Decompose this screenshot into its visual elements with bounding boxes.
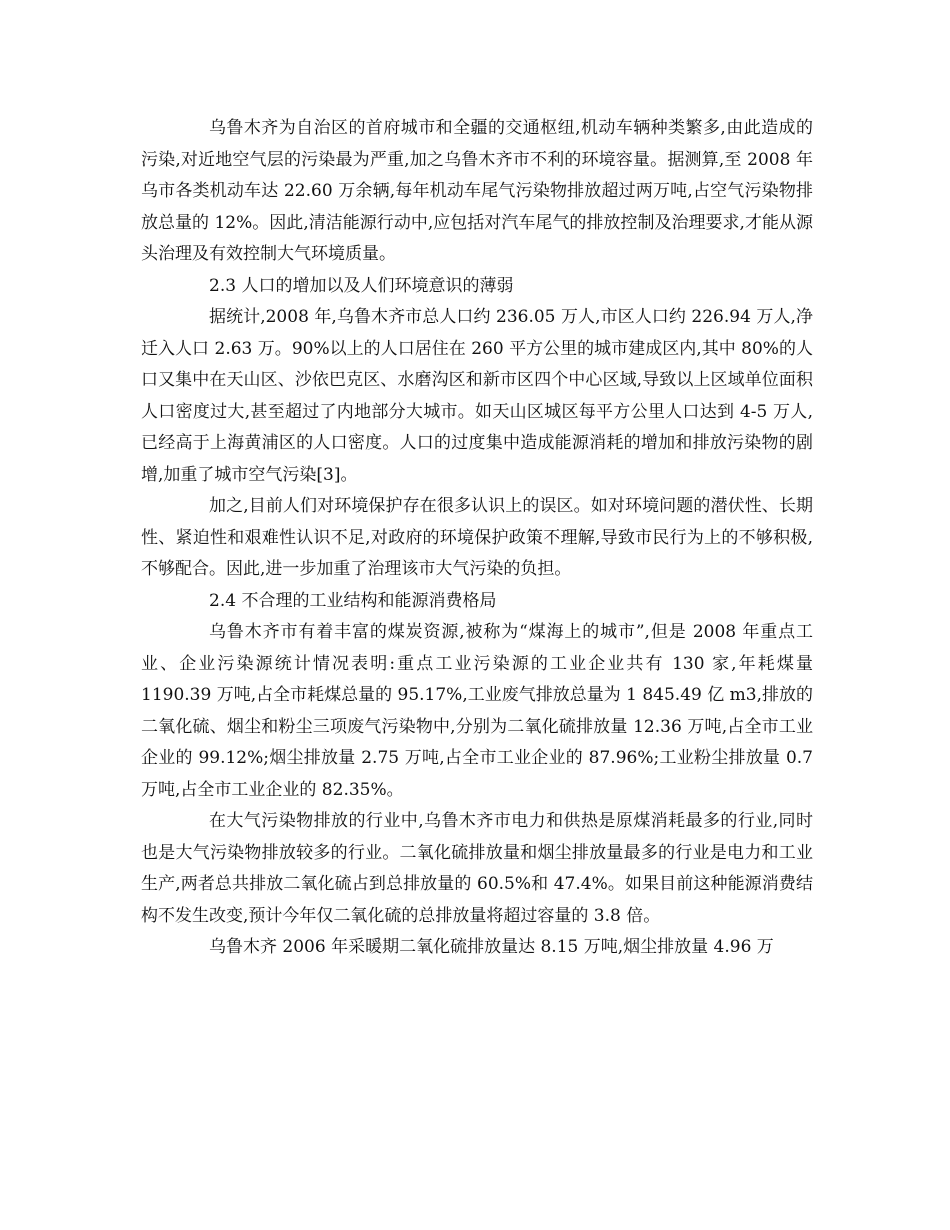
section-heading-2-4: 2.4 不合理的工业结构和能源消费格局	[209, 590, 497, 611]
document-page	[141, 113, 813, 964]
paragraph-heating-season: 乌鲁木齐 2006 年采暖期二氧化硫排放量达 8.15 万吨,烟尘排放量 4.96 万	[209, 937, 774, 957]
paragraph-industry-emissions: 在大气污染物排放的行业中,乌鲁木齐市电力和供热是原煤消耗最多的行业,同时也是大气污染物排放较多的行业。二氧化硫排放量和烟尘排放量最多的行业是电力和工业生产,两者总共排放二氧化硫占到总排放量的 60.5%和 47.4%。如果目前这种能源消费结构不发生改变,预计今年仅二氧化硫的总排放量将超过容量的 3.8 倍。	[141, 811, 813, 926]
paragraph-vehicle-pollution: 乌鲁木齐为自治区的首府城市和全疆的交通枢纽,机动车辆种类繁多,由此造成的污染,对近地空气层的污染最为严重,加之乌鲁木齐市不利的环境容量。据测算,至 2008 年乌市各类机动车达 22.60 万余辆,每年机动车尾气污染物排放超过两万吨,占空气污染物排放总量的 12%。因此,清洁能源行动中,应包括对汽车尾气的排放控制及治理要求,才能从源头治理及有效控制大气环境质量。	[141, 118, 813, 264]
section-heading-2-3: 2.3 人口的增加以及人们环境意识的薄弱	[209, 275, 514, 296]
paragraph-environmental-awareness: 加之,目前人们对环境保护存在很多认识上的误区。如对环境问题的潜伏性、长期性、紧迫性和艰难性认识不足,对政府的环境保护政策不理解,导致市民行为上的不够积极,不够配合。因此,进一步加重了治理该市大气污染的负担。	[141, 496, 813, 579]
paragraph-population-stats: 据统计,2008 年,乌鲁木齐市总人口约 236.05 万人,市区人口约 226.94 万人,净迁入人口 2.63 万。90%以上的人口居住在 260 平方公里的城市建成区内,其中 80%的人口又集中在天山区、沙依巴克区、水磨沟区和新市区四个中心区域,导致以上区域单位面积人口密度过大,甚至超过了内地部分大城市。如天山区城区每平方公里人口达到 4-5 万人,已经高于上海黄浦区的人口密度。人口的过度集中造成能源消耗的增加和排放污染物的剧增,加重了城市空气污染[3]。	[141, 307, 813, 485]
paragraph-industrial-sources: 乌鲁木齐市有着丰富的煤炭资源,被称为“煤海上的城市”,但是 2008 年重点工业、企业污染源统计情况表明:重点工业污染源的工业企业共有 130 家,年耗煤量 1190.39 万吨,占全市耗煤总量的 95.17%,工业废气排放总量为 1 845.49 亿 m3,排放的二氧化硫、烟尘和粉尘三项废气污染物中,分别为二氧化硫排放量 12.36 万吨,占全市工业企业的 99.12%;烟尘排放量 2.75 万吨,占全市工业企业的 87.96%;工业粉尘排放量 0.7 万吨,占全市工业企业的 82.35%。	[141, 622, 813, 800]
